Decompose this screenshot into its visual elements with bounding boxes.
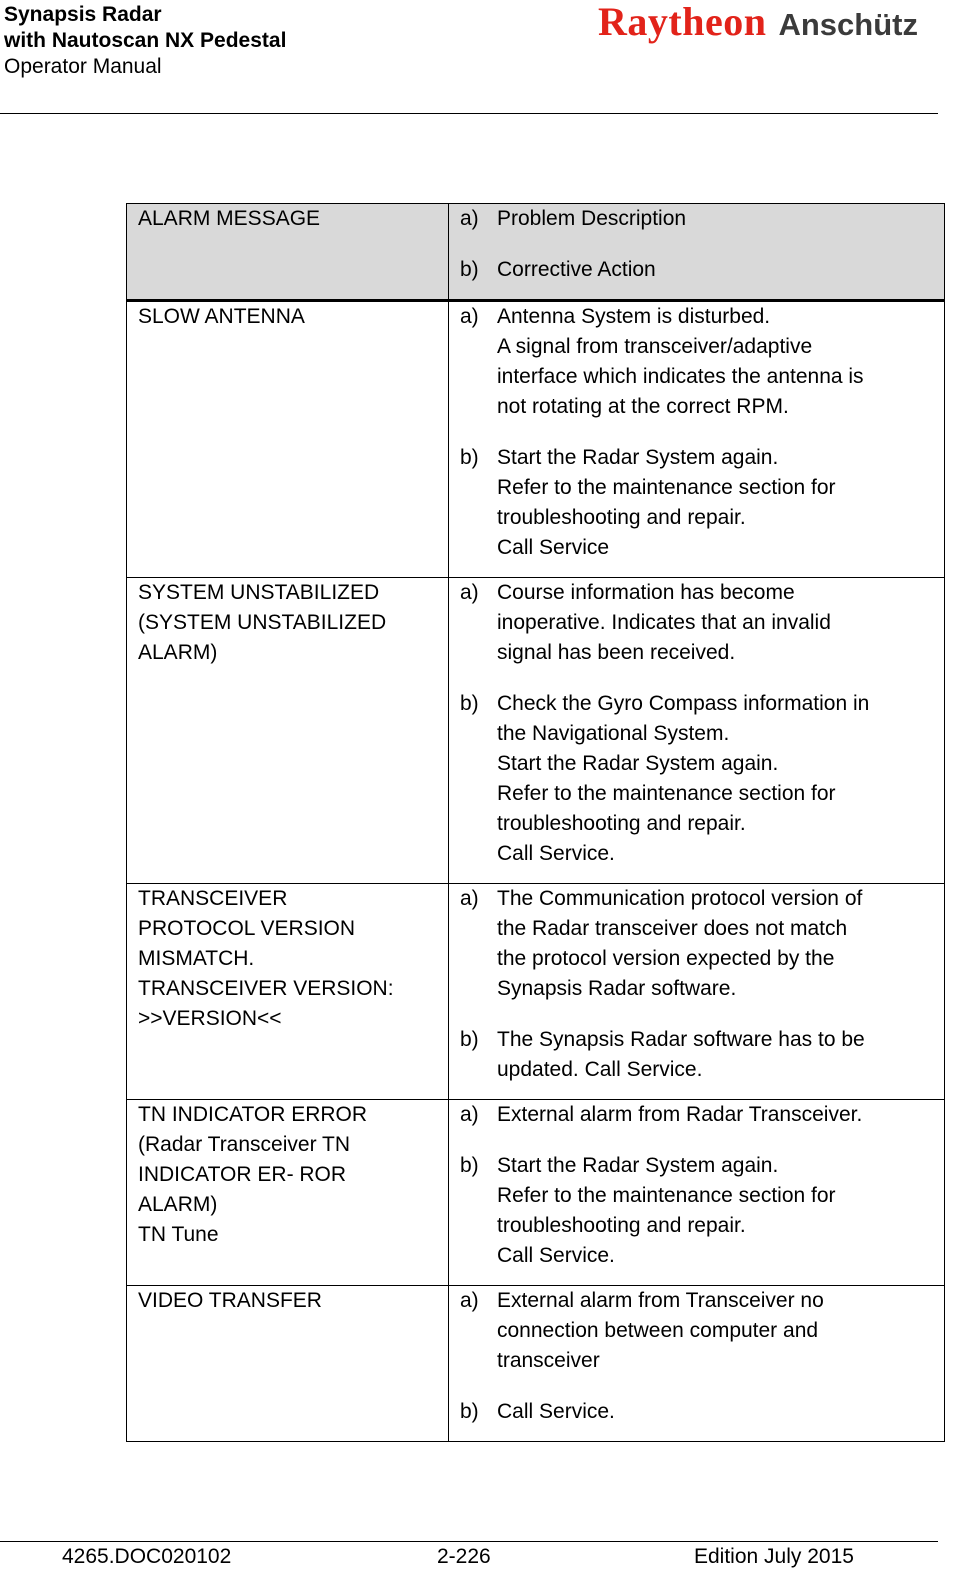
logo-brand: Raytheon <box>598 0 767 44</box>
problem-description <box>460 884 940 1004</box>
alarm-message-line: PROTOCOL VERSION <box>138 917 356 940</box>
alarm-message-cell <box>127 1286 449 1442</box>
alarm-message-line: MISMATCH. <box>138 947 255 970</box>
item-label: b) <box>460 446 479 469</box>
corrective-action <box>460 443 940 563</box>
alarm-message-line: INDICATOR ER- ROR <box>138 1163 347 1186</box>
manual-title-line2: with Nautoscan NX Pedestal <box>4 29 287 52</box>
item-label: a) <box>460 581 479 604</box>
alarm-message-line: TRANSCEIVER <box>138 887 288 910</box>
item-text-line: Call Service. <box>497 842 615 865</box>
table-header-row <box>127 204 945 301</box>
item-text-line: signal has been received. <box>497 641 736 664</box>
item-text-line: External alarm from Transceiver no <box>497 1289 824 1312</box>
alarm-message-line: ALARM) <box>138 641 218 664</box>
item-text-line: Course information has become <box>497 581 795 604</box>
alarm-message-cell <box>127 884 449 1100</box>
item-label: a) <box>460 1289 479 1312</box>
item-text-line: Call Service <box>497 536 610 559</box>
footer-edition: Edition July 2015 <box>694 1545 854 1568</box>
item-text-line: The Communication protocol version of <box>497 887 863 910</box>
alarm-message-cell <box>127 578 449 884</box>
item-text-line: the protocol version expected by the <box>497 947 835 970</box>
header-alarm-message: ALARM MESSAGE <box>127 204 449 301</box>
item-text-line: Start the Radar System again. <box>497 446 779 469</box>
item-text-line: Synapsis Radar software. <box>497 977 737 1000</box>
problem-description <box>460 578 940 668</box>
item-text-line: The Synapsis Radar software has to be <box>497 1028 865 1051</box>
alarm-message-line: SLOW ANTENNA <box>138 305 305 328</box>
item-text-line: updated. Call Service. <box>497 1058 703 1081</box>
problem-description <box>460 1286 940 1376</box>
item-label: a) <box>460 305 479 328</box>
item-label: b) <box>460 1400 479 1423</box>
item-text-line: Refer to the maintenance section for <box>497 1184 836 1207</box>
alarm-message-cell <box>127 1100 449 1286</box>
corrective-action <box>460 689 940 869</box>
alarm-description-cell <box>449 1286 945 1442</box>
alarm-message-line: (Radar Transceiver TN <box>138 1133 351 1156</box>
item-text-line: troubleshooting and repair. <box>497 812 746 835</box>
alarm-description-cell <box>449 578 945 884</box>
item-text-line: transceiver <box>497 1349 600 1372</box>
header-item-a: a) Problem Description <box>460 207 687 230</box>
item-label: a) <box>460 1103 479 1126</box>
alarm-message-line: VIDEO TRANSFER <box>138 1289 322 1312</box>
corrective-action <box>460 1151 940 1271</box>
alarm-message-line: TN Tune <box>138 1223 219 1246</box>
alarm-message-line: SYSTEM UNSTABILIZED <box>138 581 380 604</box>
item-label: b) <box>460 1154 479 1177</box>
header-description <box>449 204 945 301</box>
header-item-b: b) Corrective Action <box>460 258 656 281</box>
table-row <box>127 1286 945 1442</box>
item-text-line: Refer to the maintenance section for <box>497 476 836 499</box>
corrective-action <box>460 1025 940 1085</box>
item-text-line: Refer to the maintenance section for <box>497 782 836 805</box>
alarm-description-cell <box>449 1100 945 1286</box>
item-text-line: A signal from transceiver/adaptive <box>497 335 813 358</box>
alarm-message-line: ALARM) <box>138 1193 218 1216</box>
manual-title: Synapsis Radar <box>4 3 162 26</box>
item-text-line: the Navigational System. <box>497 722 730 745</box>
corrective-action <box>460 1397 940 1427</box>
problem-description <box>460 302 940 422</box>
item-text-line: Call Service. <box>497 1244 615 1267</box>
item-text-line: connection between computer and <box>497 1319 819 1342</box>
table-row <box>127 884 945 1100</box>
header-divider <box>0 113 938 114</box>
item-text-line: not rotating at the correct RPM. <box>497 395 789 418</box>
item-text-line: Start the Radar System again. <box>497 752 779 775</box>
company-logo <box>598 0 918 45</box>
alarm-description-cell <box>449 884 945 1100</box>
alarm-message-line: TN INDICATOR ERROR <box>138 1103 368 1126</box>
item-text-line: troubleshooting and repair. <box>497 506 746 529</box>
item-label: b) <box>460 692 479 715</box>
table-row <box>127 1100 945 1286</box>
item-text-line: troubleshooting and repair. <box>497 1214 746 1237</box>
alarm-description-cell <box>449 301 945 578</box>
logo-sub: Anschütz <box>778 7 918 42</box>
item-text-line: Start the Radar System again. <box>497 1154 779 1177</box>
item-label: a) <box>460 887 479 910</box>
alarm-message-line: >>VERSION<< <box>138 1007 282 1030</box>
manual-subtitle: Operator Manual <box>4 55 162 78</box>
item-text-line: External alarm from Radar Transceiver. <box>497 1103 863 1126</box>
problem-description <box>460 1100 940 1130</box>
item-text-line: inoperative. Indicates that an invalid <box>497 611 831 634</box>
item-text-line: interface which indicates the antenna is <box>497 365 864 388</box>
item-text-line: Check the Gyro Compass information in <box>497 692 870 715</box>
footer-page-number: 2-226 <box>437 1545 491 1568</box>
alarm-table <box>126 203 945 1442</box>
alarm-message-line: (SYSTEM UNSTABILIZED <box>138 611 387 634</box>
item-label: b) <box>460 1028 479 1051</box>
document-header <box>4 2 286 80</box>
footer-doc-number: 4265.DOC020102 <box>62 1545 232 1568</box>
alarm-message-cell <box>127 301 449 578</box>
footer-divider <box>0 1541 938 1542</box>
table-row <box>127 578 945 884</box>
item-text-line: Antenna System is disturbed. <box>497 305 771 328</box>
item-text-line: the Radar transceiver does not match <box>497 917 848 940</box>
item-text-line: Call Service. <box>497 1400 615 1423</box>
alarm-message-line: TRANSCEIVER VERSION: <box>138 977 394 1000</box>
table-row <box>127 301 945 578</box>
